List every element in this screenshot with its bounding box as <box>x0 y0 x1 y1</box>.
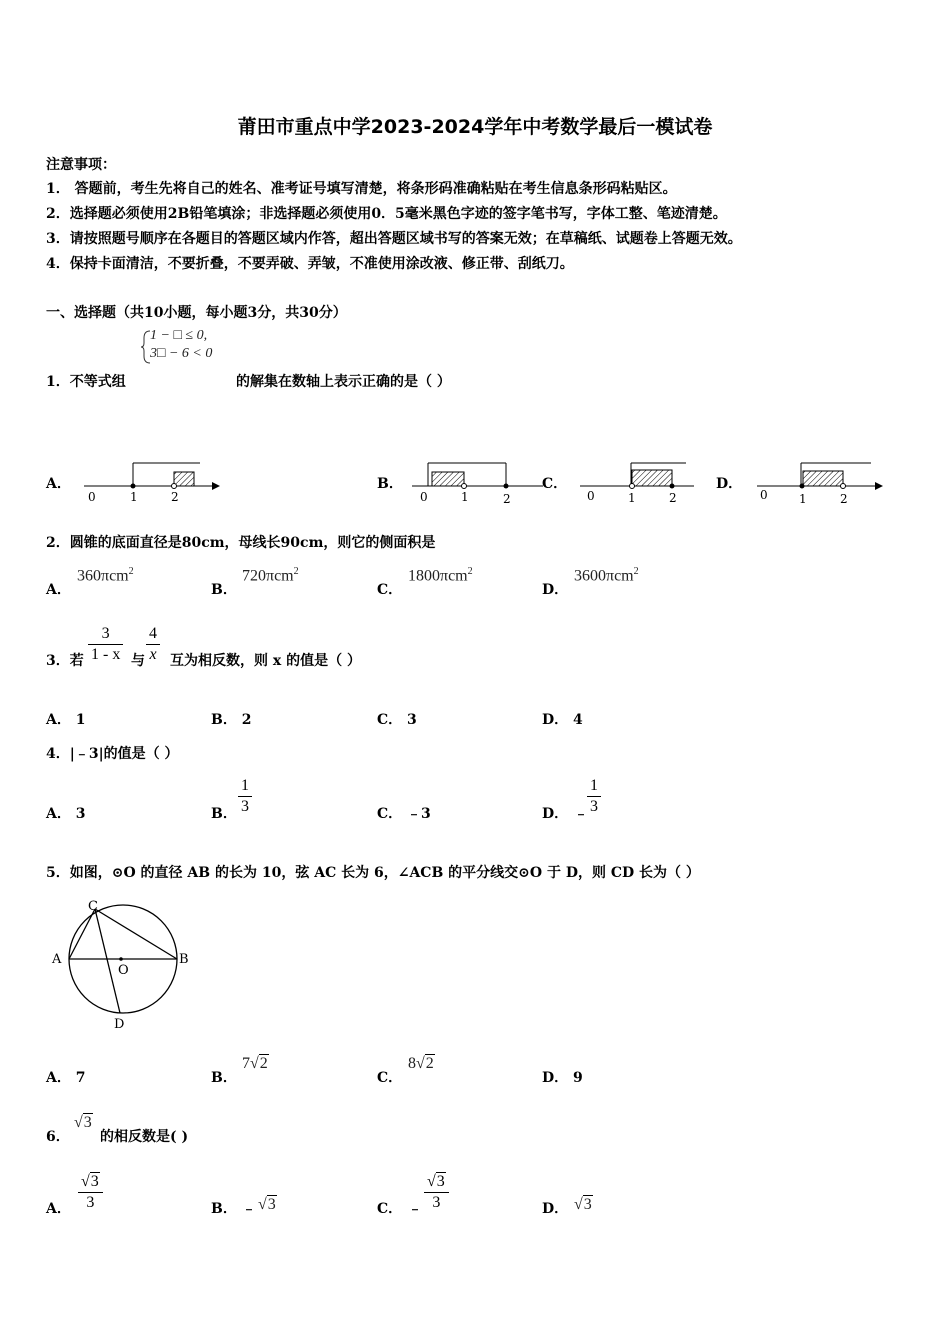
notice-item: 1． 答题前，考生先将自己的姓名、准考证号填写清楚，将条形码准确粘贴在考生信息条形码粘贴区。 <box>46 181 677 197</box>
point-label-d: D <box>114 1017 125 1032</box>
q2-stem: 2．圆锥的底面直径是80cm，母线长90cm，则它的侧面积是 <box>46 535 436 551</box>
q5-stem: 5．如图，⊙O 的直径 AB 的长为 10，弦 AC 长为 6，∠ACB 的平分线交⊙O 于 D，则 CD 长为（ ） <box>46 865 700 881</box>
q6-option-b-label: B． <box>211 1201 237 1217</box>
q4-option-a: A． 3 <box>46 806 86 822</box>
tick-label: 2 <box>171 490 179 504</box>
tick-label: 0 <box>760 488 768 502</box>
tick-label: 2 <box>840 492 848 506</box>
system-line-2: 3□ − 6 < 0 <box>150 346 213 361</box>
q4-option-d-sign: ﹣ <box>574 806 588 822</box>
q2-option-b-label: B． <box>211 582 237 598</box>
q5-option-c-label: C． <box>377 1070 403 1086</box>
open-point <box>630 484 635 489</box>
q2-option-a-label: A． <box>46 582 71 598</box>
q4-option-d-fraction: $\frac{1}{3}$ <box>587 776 601 817</box>
q2-option-d-label: D． <box>542 582 569 598</box>
q3-suffix: 互为相反数，则 x 的值是（ ） <box>170 653 361 669</box>
q4-option-d-label: D． <box>542 806 569 822</box>
q3-fraction-1: $\frac{3}{1 - x}$ <box>88 624 123 665</box>
filled-point <box>504 484 509 489</box>
open-point <box>172 484 177 489</box>
number-line-b <box>408 455 548 510</box>
q6-option-c-label: C． <box>377 1201 403 1217</box>
q6-option-d-radical: √3 <box>574 1196 592 1213</box>
notice-item: 3．请按照题号顺序在各题目的答题区域内作答，超出答题区域书写的答案无效；在草稿纸、试题卷上答题无效。 <box>46 231 742 247</box>
open-point <box>841 484 846 489</box>
circle-figure <box>48 895 198 1035</box>
q6-option-b-sign: ﹣ <box>242 1201 256 1217</box>
q4-stem: 4．|﹣3|的值是（ ） <box>46 746 179 762</box>
tick-label: 1 <box>461 490 469 504</box>
page-title: 莆田市重点中学2023-2024学年中考数学最后一模试卷 <box>237 116 713 138</box>
q5-option-c-value: 8√2 <box>408 1055 434 1072</box>
number-line-c <box>576 455 711 510</box>
q2-option-b-value: 720πcm$^2$ <box>242 566 299 585</box>
q6-option-b-radical: √3 <box>258 1196 276 1213</box>
q6-radical: √3 <box>74 1114 92 1131</box>
number-line-d <box>753 455 888 510</box>
tick-label: 2 <box>669 491 677 505</box>
q6-option-c-sign: ﹣ <box>408 1201 422 1217</box>
tick-label: 2 <box>503 492 511 506</box>
filled-point <box>800 484 805 489</box>
q2-option-c-value: 1800πcm$^2$ <box>408 566 473 585</box>
point-label-b: B <box>179 952 189 967</box>
q4-option-c: C． ﹣3 <box>377 806 431 822</box>
notice-item: 4．保持卡面清洁，不要折叠，不要弄破、弄皱，不准使用涂改液、修正带、刮纸刀。 <box>46 256 574 272</box>
q6-suffix: 的相反数是( ) <box>100 1129 189 1145</box>
filled-point <box>131 484 136 489</box>
q1-option-b-label: B． <box>377 476 403 492</box>
q6-option-d-label: D． <box>542 1201 569 1217</box>
q6-prefix: 6． <box>46 1129 70 1145</box>
notice-heading: 注意事项： <box>46 157 116 173</box>
q6-option-c-fraction: $\frac{√3}{3}$ <box>424 1172 449 1213</box>
q1-option-d-label: D． <box>716 476 743 492</box>
tick-label: 0 <box>88 490 96 504</box>
q3-prefix: 3．若 <box>46 653 84 669</box>
tick-label: 1 <box>799 492 807 506</box>
tick-label: 1 <box>628 491 636 505</box>
q5-option-b-label: B． <box>211 1070 237 1086</box>
notice-item: 2．选择题必须使用2B铅笔填涂；非选择题必须使用0．5毫米黑色字迹的签字笔书写，字体工整、笔迹清楚。 <box>46 206 727 222</box>
q1-suffix: 的解集在数轴上表示正确的是（ ） <box>236 374 451 390</box>
q3-option-b: B． 2 <box>211 712 252 728</box>
tick-label: 1 <box>130 490 138 504</box>
q4-option-b-fraction: $\frac{1}{3}$ <box>238 776 252 817</box>
q6-option-a-fraction: $\frac{√3}{3}$ <box>78 1172 103 1213</box>
q5-option-d: D． 9 <box>542 1070 583 1086</box>
q3-fraction-2: $\frac{4}{x}$ <box>146 624 160 665</box>
q4-option-b-label: B． <box>211 806 237 822</box>
filled-point <box>670 484 675 489</box>
q1-option-a-label: A． <box>46 476 71 492</box>
q5-option-a: A． 7 <box>46 1070 86 1086</box>
q3-mid: 与 <box>131 653 145 669</box>
number-line-a <box>80 455 230 510</box>
q3-option-a: A． 1 <box>46 712 86 728</box>
tick-label: 0 <box>420 490 428 504</box>
q6-option-a-label: A． <box>46 1201 71 1217</box>
point-label-o: O <box>118 963 129 978</box>
system-line-1: 1 − □ ≤ 0, <box>150 328 208 343</box>
q2-option-c-label: C． <box>377 582 403 598</box>
q5-option-b-value: 7√2 <box>242 1055 268 1072</box>
point-label-a: A <box>52 952 62 967</box>
q3-option-d: D． 4 <box>542 712 583 728</box>
q2-option-d-value: 3600πcm$^2$ <box>574 566 639 585</box>
q1-option-c-label: C． <box>542 476 568 492</box>
point-label-c: C <box>88 899 98 914</box>
q1-prefix: 1．不等式组 <box>46 374 126 390</box>
tick-label: 0 <box>587 489 595 503</box>
open-point <box>462 484 467 489</box>
q3-option-c: C． 3 <box>377 712 417 728</box>
section-heading: 一、选择题（共10小题，每小题3分，共30分） <box>46 305 347 321</box>
q2-option-a-value: 360πcm$^2$ <box>77 566 134 585</box>
